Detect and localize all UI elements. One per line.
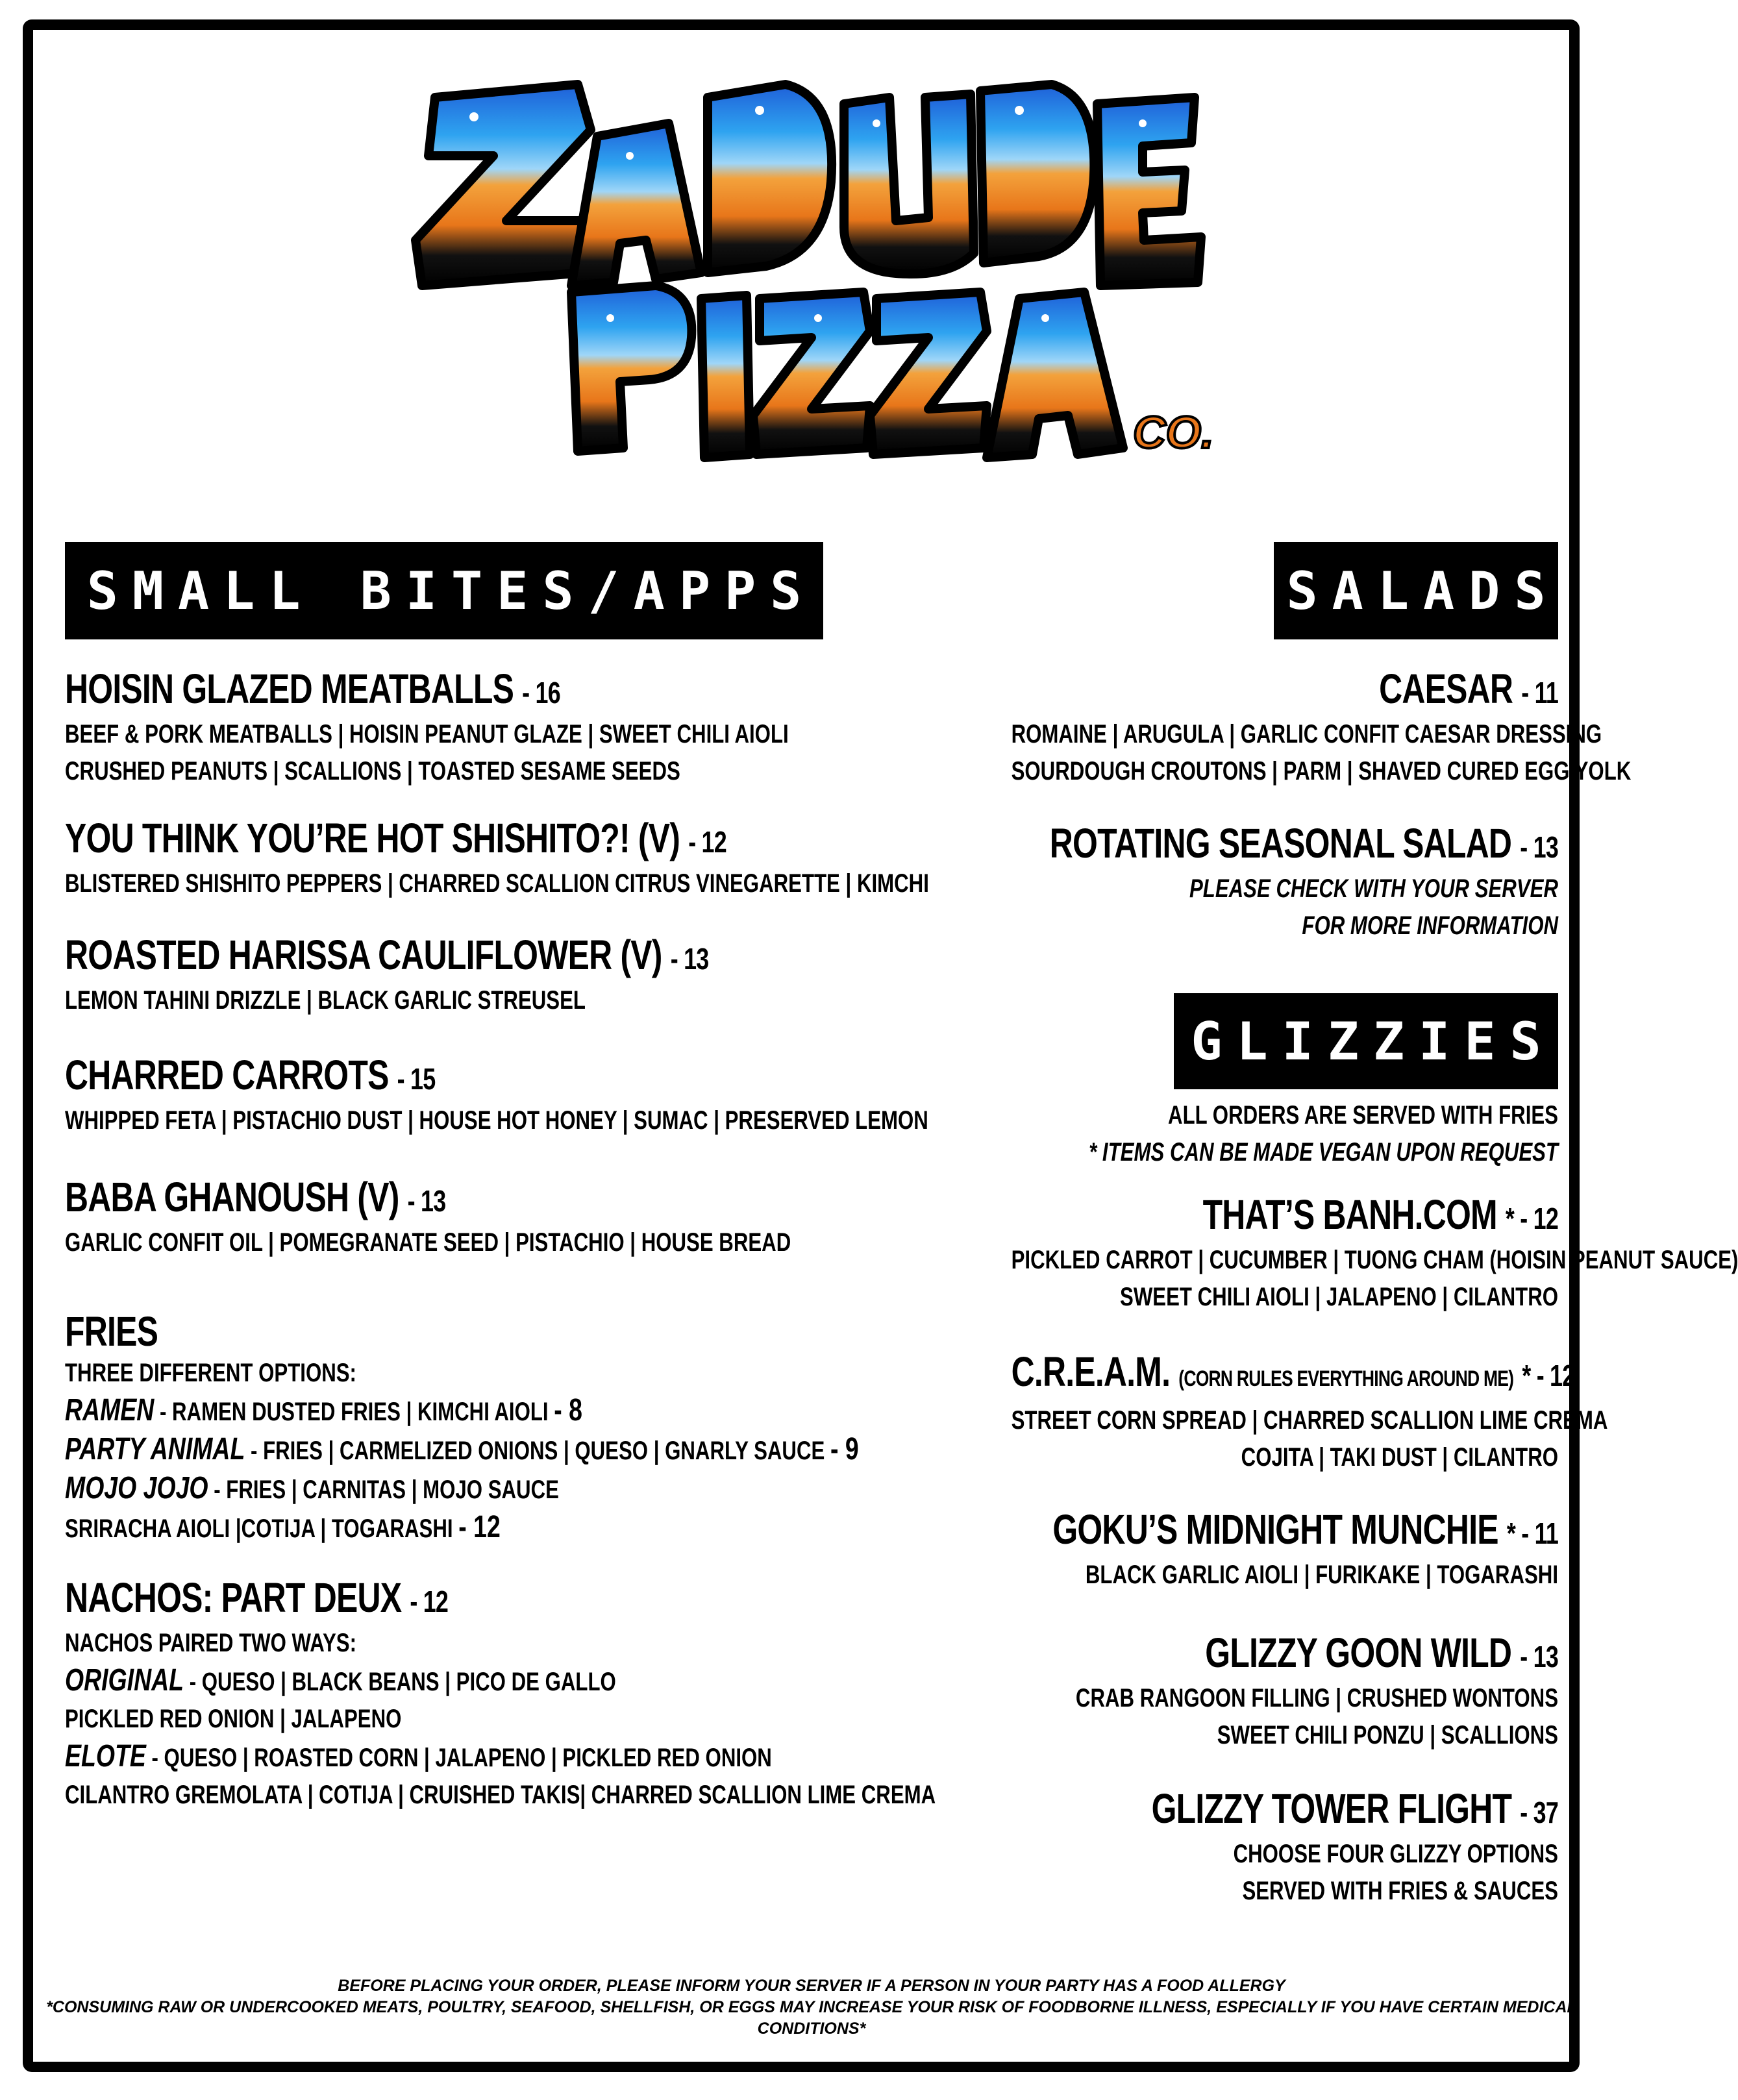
fries-mojo-price: - 12	[458, 1510, 501, 1544]
allergy-disclaimer	[0, 1975, 1623, 2040]
nachos-original-label: ORIGINAL	[65, 1663, 184, 1698]
item-price: - 15	[397, 1062, 436, 1096]
item-price: - 12	[688, 825, 726, 859]
item-name: C.R.E.A.M.	[1011, 1348, 1171, 1395]
allergy-notice: BEFORE PLACING YOUR ORDER, PLEASE INFORM YOUR SERVER IF A PERSON IN YOUR PARTY HAS A FOOD ALLERGY	[338, 1977, 1285, 1995]
nachos-intro: NACHOS PAIRED TWO WAYS:	[65, 1629, 356, 1657]
item-price: * - 11	[1506, 1516, 1558, 1550]
item-name: FRIES	[65, 1308, 158, 1355]
item-price: - 12	[410, 1585, 449, 1618]
menu-item	[65, 1052, 928, 1139]
item-name: CHARRED CARROTS	[65, 1052, 389, 1098]
item-price: - 13	[670, 942, 709, 976]
menu-item: C.R.E.A.M. (CORN RULES EVERYTHING AROUND ME) * - 12 STREET CORN SPREAD | CHARRED SCALLION LIME CREMA COJITA | TAKI DUST | CILANTRO	[1011, 1348, 1608, 1472]
item-price: * - 12	[1505, 1202, 1558, 1235]
fries-intro: THREE DIFFERENT OPTIONS:	[65, 1359, 356, 1387]
fries-party-label: PARTY ANIMAL	[65, 1432, 245, 1466]
glizzies-notes	[857, 1097, 1558, 1171]
menu-item	[65, 815, 929, 902]
item-description: BLISTERED SHISHITO PEPPERS | CHARRED SCALLION CITRUS VINEGARETTE | KIMCHI	[65, 869, 929, 898]
glizzies-note-fries: ALL ORDERS ARE SERVED WITH FRIES	[1168, 1101, 1558, 1130]
raw-food-warning: *CONSUMING RAW OR UNDERCOOKED MEATS, POULTRY, SEAFOOD, SHELLFISH, OR EGGS MAY INCREASE YOUR RISK OF FOODBORNE ILLNESS, ESPECIALLY IF YOU HAVE CERTAIN MEDICAL CONDITIONS*	[46, 1998, 1577, 2038]
item-description: GARLIC CONFIT OIL | POMEGRANATE SEED | PISTACHIO | HOUSE BREAD	[65, 1228, 791, 1257]
logo-co-suffix: CO.	[1133, 407, 1214, 458]
item-description: WHIPPED FETA | PISTACHIO DUST | HOUSE HOT HONEY | SUMAC | PRESERVED LEMON	[65, 1106, 928, 1135]
nachos-item: NACHOS: PART DEUX - 12 NACHOS PAIRED TWO WAYS: ORIGINAL - QUESO | BLACK BEANS | PICO DE GALLO PICKLED RED ONION | JALAPENO ELOTE - QUESO | ROASTED CORN | JALAPENO | PICKLED RED ONION CILANTRO GREMOLATA | COTIJA | CRUISHED TAKIS| CHARRED SCALLION LIME CREMA	[65, 1574, 936, 1809]
item-name: CAESAR	[1379, 665, 1513, 712]
menu-item: GLIZZY TOWER FLIGHT - 37 CHOOSE FOUR GLIZZY OPTIONS SERVED WITH FRIES & SAUCES	[1151, 1785, 1558, 1905]
fries-ramen-label: RAMEN	[65, 1393, 155, 1427]
item-name: GOKU’S MIDNIGHT MUNCHIE	[1052, 1506, 1498, 1553]
menu-item: THAT’S BANH.COM * - 12 PICKLED CARROT | CUCUMBER | TUONG CHAM (HOISIN PEANUT SAUCE) SWEET CHILI AIOLI | JALAPENO | CILANTRO	[1011, 1191, 1738, 1311]
glizzies-header: GLIZZIES	[1174, 993, 1558, 1089]
item-price: - 16	[522, 676, 560, 710]
salads-header: SALADS	[1274, 542, 1558, 639]
item-price: - 13	[1520, 830, 1558, 864]
small-bites-header: SMALL BITES/APPS	[65, 542, 823, 639]
menu-item	[65, 665, 922, 790]
item-name: ROASTED HARISSA CAULIFLOWER (V)	[65, 932, 662, 978]
menu-item	[65, 1174, 922, 1261]
item-price: - 37	[1520, 1796, 1558, 1829]
item-name: GLIZZY TOWER FLIGHT	[1151, 1785, 1512, 1832]
menu-item	[65, 932, 922, 1019]
item-description: CRUSHED PEANUTS | SCALLIONS | TOASTED SESAME SEEDS	[65, 757, 680, 785]
fries-mojo-label: MOJO JOJO	[65, 1471, 208, 1505]
menu-item: GLIZZY GOON WILD - 13 CRAB RANGOON FILLING | CRUSHED WONTONS SWEET CHILI PONZU | SCALLIONS	[1075, 1629, 1558, 1749]
fries-item: FRIES THREE DIFFERENT OPTIONS: RAMEN - RAMEN DUSTED FRIES | KIMCHI AIOLI - 8 PARTY ANIMAL - FRIES | CARMELIZED ONIONS | QUESO | GNARLY SAUCE - 9 MOJO JOJO - FRIES | CARNITAS | MOJO SAUCE SRIRACHA AIOLI |COTIJA | TOGARASHI - 12	[65, 1308, 859, 1544]
item-price: * - 12	[1522, 1359, 1575, 1392]
menu-item: CAESAR - 11 ROMAINE | ARUGULA | GARLIC CONFIT CAESAR DRESSING SOURDOUGH CROUTONS | PARM | SHAVED CURED EGG YOLK	[1011, 665, 1632, 785]
item-subtitle: (CORN RULES EVERYTHING AROUND ME)	[1178, 1366, 1514, 1391]
item-price: - 11	[1521, 676, 1558, 710]
item-name: NACHOS: PART DEUX	[65, 1574, 402, 1621]
nachos-elote-label: ELOTE	[65, 1739, 146, 1773]
item-name: YOU THINK YOU’RE HOT SHISHITO?! (V)	[65, 815, 680, 861]
fries-ramen-price: - 8	[554, 1393, 582, 1427]
item-name: BABA GHANOUSH (V)	[65, 1174, 399, 1220]
menu-item: ROTATING SEASONAL SALAD - 13 PLEASE CHECK WITH YOUR SERVER FOR MORE INFORMATION	[1049, 820, 1558, 940]
item-name: THAT’S BANH.COM	[1202, 1191, 1497, 1238]
glizzies-note-vegan: * ITEMS CAN BE MADE VEGAN UPON REQUEST	[1089, 1138, 1558, 1167]
item-name: ROTATING SEASONAL SALAD	[1049, 820, 1512, 867]
menu-item: GOKU’S MIDNIGHT MUNCHIE * - 11 BLACK GARLIC AIOLI | FURIKAKE | TOGARASHI	[1052, 1506, 1558, 1589]
item-description: BEEF & PORK MEATBALLS | HOISIN PEANUT GLAZE | SWEET CHILI AIOLI	[65, 720, 789, 748]
fries-party-price: - 9	[830, 1432, 859, 1466]
item-price: - 13	[1520, 1640, 1558, 1674]
item-name: GLIZZY GOON WILD	[1205, 1629, 1512, 1676]
item-name: HOISIN GLAZED MEATBALLS	[65, 665, 514, 712]
item-price: - 13	[407, 1184, 446, 1218]
za-dude-pizza-logo	[396, 58, 1234, 474]
item-description: LEMON TAHINI DRIZZLE | BLACK GARLIC STREUSEL	[65, 986, 586, 1015]
